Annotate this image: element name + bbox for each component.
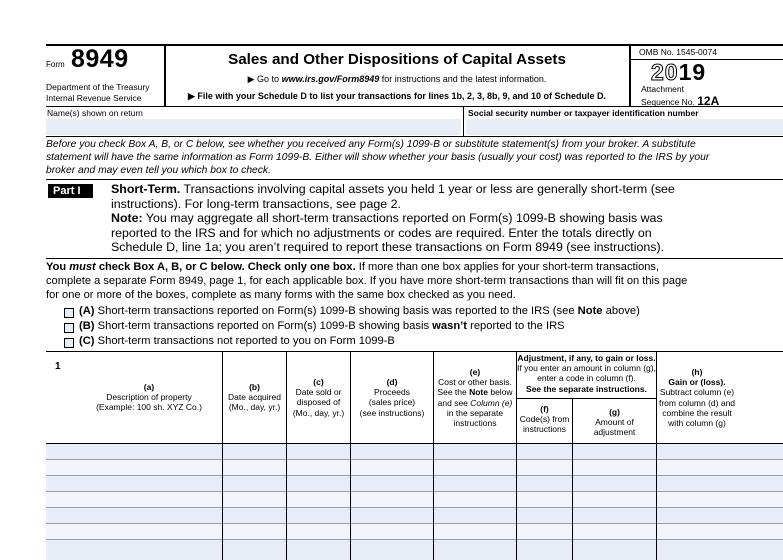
name-field[interactable] [46, 119, 461, 135]
tax-year: 2019 [651, 59, 707, 85]
sequence-label: Sequence No. 12A [641, 94, 720, 108]
box-a-label: (A) Short-term transactions reported on Form(s) 1099-B showing basis was reported to the IRS (see Note above) [79, 305, 640, 317]
irs-link[interactable]: www.irs.gov/Form8949 [281, 74, 380, 84]
box-b-checkbox[interactable] [64, 323, 74, 333]
check-instructions: You must check Box A, B, or C below. Check only one box. If more than one box applies for your short-term transactions, complete a separate Form 8949, page 1, for each applicable box. If you have more short-term transactions than will fit on this page for one or more of the boxes, complete as many forms with the same box checked as you need. [46, 261, 688, 301]
col-h-header: (h) Gain or (loss). Subtract column (e) from column (d) and combine the result with column (g) [658, 367, 736, 429]
table-top-rule [46, 351, 783, 352]
intro-text: Before you check Box A, B, or C below, see whether you received any Form(s) 1099-B or substitute statement(s) from your broker. A substitute statement will have the same information as Form 1099-B. Either will show whether your basis (usually your cost) was reported to the IRS by your broker and may even tell you which box to check. [46, 139, 710, 176]
col-divider-d [350, 351, 351, 560]
col-divider-b [222, 351, 223, 560]
col-e-header: (e) Cost or other basis. See the Note below and see Column (e) in the separate instructions [437, 367, 513, 429]
form-title: Sales and Other Dispositions of Capital Assets [228, 51, 566, 68]
part-1-badge: Part I [48, 184, 93, 198]
omb-number: OMB No. 1545-0074 [639, 47, 717, 57]
id-divider [463, 106, 464, 136]
ssn-label: Social security number or taxpayer identification number [468, 108, 699, 118]
table-row[interactable] [46, 460, 783, 475]
attachment-label: Attachment [641, 84, 684, 94]
table-row[interactable] [46, 492, 783, 507]
form-number: 8949 [71, 45, 129, 73]
col-f-header: (f) Code(s) from instructions [519, 404, 570, 435]
part-1-bottom-rule [46, 258, 783, 259]
box-b-label: (B) Short-term transactions reported on Form(s) 1099-B showing basis wasn’t reported to the IRS [79, 320, 565, 332]
header-bottom-rule [46, 106, 783, 107]
col-divider-c [286, 351, 287, 560]
col-divider-e [433, 351, 434, 560]
adjustment-header: Adjustment, if any, to gain or loss. If you enter an amount in column (g), enter a code in column (f). See the separate instructions. [517, 353, 656, 394]
col-c-header: (c) Date sold or disposed of (Mo., day, yr.) [292, 377, 345, 418]
adjustment-subrule [517, 398, 656, 399]
irs-label: Internal Revenue Service [46, 93, 142, 103]
ssn-field[interactable] [466, 119, 783, 135]
file-with-instructions: ▶ File with your Schedule D to list your transactions for lines 1b, 2, 3, 8b, 9, and 10 of Schedule D. [187, 91, 606, 101]
goto-instructions: ▶ Go to www.irs.gov/Form8949 for instructions and the latest information. [247, 74, 547, 84]
box-c-label: (C) Short-term transactions not reported to you on Form 1099-B [79, 335, 395, 347]
intro-bottom-rule [46, 179, 783, 180]
part-1-text: Short-Term. Transactions involving capital assets you held 1 year or less are generally short-term (see instructions). For long-term transactions, see page 2. Note: You may aggregate all short-term transactions reported on Form(s) 1099-B showing basis was reported to the IRS and for which no adjustments or codes are required. Enter the totals directly on Schedule D, line 1a; you aren’t required to report these transactions on Form 8949 (see instructions). [111, 182, 675, 255]
header-divider-right [629, 44, 631, 106]
id-bottom-rule [46, 136, 783, 137]
col-divider-f [516, 351, 517, 560]
table-row[interactable] [46, 508, 783, 523]
form-label: Form [46, 60, 65, 69]
table-row[interactable] [46, 476, 783, 491]
col-divider-g [572, 398, 573, 560]
box-a-checkbox[interactable] [64, 308, 74, 318]
col-b-header: (b) Date acquired (Mo., day, yr.) [228, 382, 281, 413]
col-d-header: (d) Proceeds (sales price) (see instructions) [359, 377, 425, 418]
top-rule [46, 44, 783, 46]
col-g-header: (g) Amount of adjustment [593, 407, 636, 438]
box-c-checkbox[interactable] [64, 338, 74, 348]
name-label: Name(s) shown on return [47, 108, 143, 118]
table-row[interactable] [46, 444, 783, 459]
col-a-header: (a) Description of property (Example: 100 sh. XYZ Co.) [96, 382, 202, 413]
table-row[interactable] [46, 540, 783, 560]
department-label: Department of the Treasury [46, 82, 150, 92]
table-row[interactable] [46, 524, 783, 539]
line-1-label: 1 [55, 361, 61, 372]
col-divider-h [656, 351, 657, 560]
